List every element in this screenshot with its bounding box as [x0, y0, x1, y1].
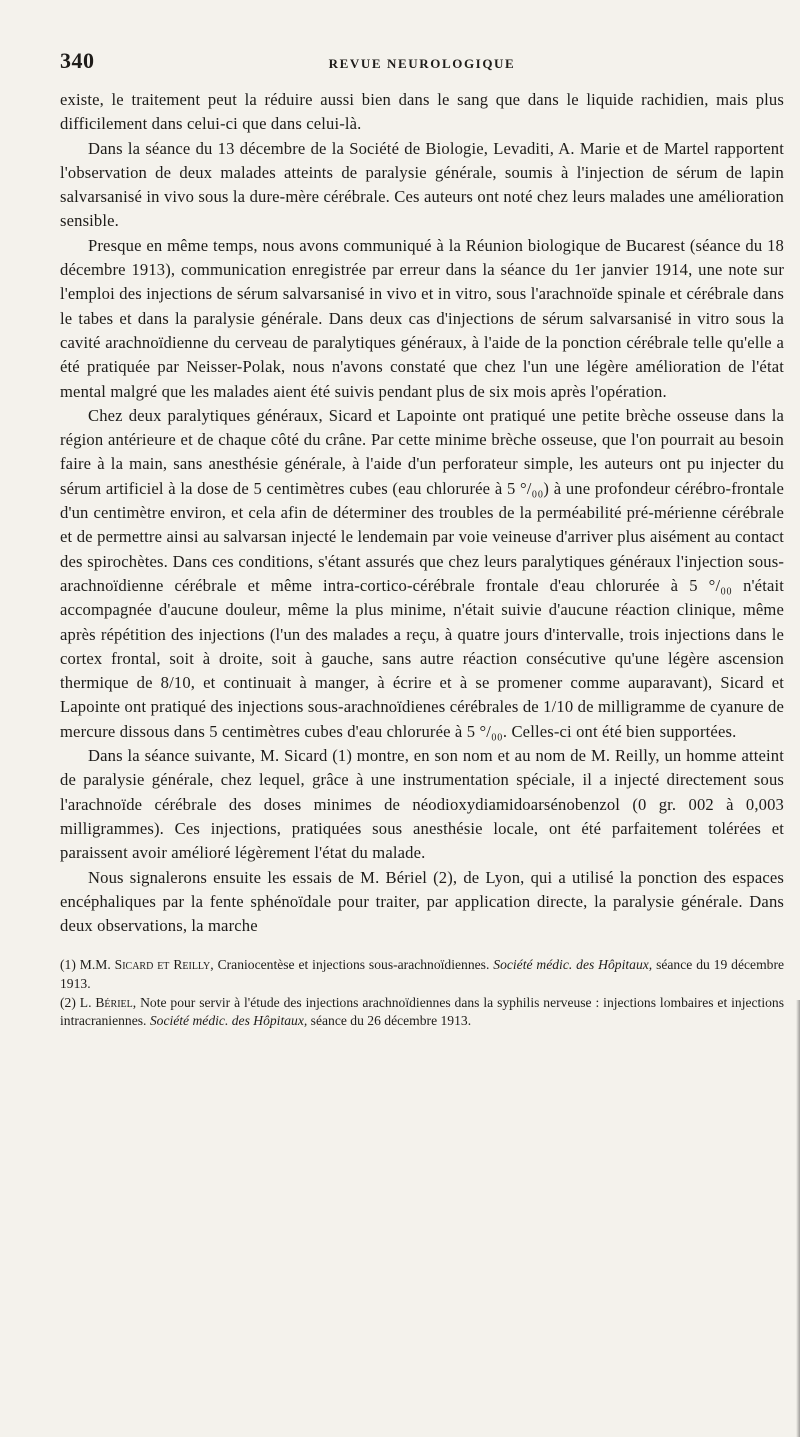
- body-text: [60, 88, 784, 938]
- footnote-authors: L. Bériel,: [79, 994, 137, 1010]
- footnote-1: [60, 956, 784, 993]
- footnote-date: séance du 26 décembre 1913.: [310, 1013, 472, 1029]
- footnote-source: Société médic. des Hôpitaux,: [149, 1013, 308, 1029]
- footnote-number: (2): [60, 994, 76, 1010]
- paragraph-4: Chez deux paralytiques généraux, Sicard et Lapointe ont pratiqué une petite brèche osseuse dans la région antérieure et de chaque côté du crâne. Par cette minime brèche osseuse, que l'on pourrait au besoin faire à la main, sans anesthésie générale, à l'aide d'un perforateur simple, les auteurs ont pu injecter du sérum artificiel à la dose de 5 centimètres cubes (eau chlorurée à 5 °/₀₀) à une profondeur cérébro-frontale d'un centimètre environ, et cela afin de déterminer des troubles de la perméabilité pré-mérienne cérébrale et de permettre ainsi au salvarsan injecté le lendemain par voie veineuse d'arriver plus aisément au contact des spirochètes. Dans ces conditions, s'étant assurés que chez leurs paralytiques généraux l'injection sous-arachnoïdienne cérébrale et même intra-cortico-cérébrale frontale d'eau chlorurée à 5 °/₀₀ n'était accompagnée d'aucune douleur, même la plus minime, n'était suivie d'aucune réaction clinique, même après répétition des injections (l'un des malades a reçu, à quatre jours d'intervalle, trois injections dans le cortex frontal, soit à droite, soit à gauche, sans autre réaction consécutive qu'une légère ascension thermique de 8/10, et continuait à manger, à écrire et à se promener comme auparavant), Sicard et Lapointe ont pratiqué des injections sous-arachnoïdienes cérébrales de 1/10 de milligramme de cyanure de mercure dissous dans 5 centimètres cubes d'eau chlorurée à 5 °/₀₀. Celles-ci ont été bien supportées.: [60, 405, 784, 741]
- paragraph-1: existe, le traitement peut la réduire aussi bien dans le sang que dans le liquide rachidien, mais plus difficilement dans celui-ci que dans celui-là.: [60, 90, 784, 134]
- paragraph-2: Dans la séance du 13 décembre de la Société de Biologie, Levaditi, A. Marie et de Martel rapportent l'observation de deux malades atteints de paralysie générale, soumis à l'injection de sérum de lapin salvarsanisé in vivo sous la dure-mère cérébrale. Ces auteurs ont noté chez leurs malades une amélioration sensible.: [60, 138, 784, 231]
- footnote-source: Société médic. des Hôpitaux,: [493, 957, 653, 973]
- paragraph-3: Presque en même temps, nous avons communiqué à la Réunion biologique de Bucarest (séance du 18 décembre 1913), communication enregistrée par erreur dans la séance du 1er janvier 1914, une note sur l'emploi des injections de sérum salvarsanisé in vivo et in vitro, sous l'arachnoïde spinale et cérébrale dans le tabes et dans la paralysie générale. Dans deux cas d'injections de sérum salvarsanisé in vitro sous la cavité arachnoïdienne du cerveau de paralytiques généraux, à l'aide de la ponction cérébrale telle qu'elle a été pratiquée par Neisser-Polak, nous n'avons constaté que chez l'un une légère amélioration de l'état mental malgré que les malades aient été suivis pendant plus de six mois après l'opération.: [60, 235, 784, 401]
- footnote-authors: M.M. Sicard et Reilly,: [79, 957, 214, 973]
- running-head: REVUE NEUROLOGIQUE: [328, 56, 516, 71]
- page-number: 340: [60, 48, 95, 73]
- footnotes: [60, 956, 784, 1030]
- book-page: [60, 48, 784, 1031]
- footnote-2: [60, 994, 784, 1031]
- page-header: [60, 48, 784, 82]
- paragraph-6: Nous signalerons ensuite les essais de M. Bériel (2), de Lyon, qui a utilisé la ponction des espaces encéphaliques par la fente sphénoïdale pour traiter, par application directe, la paralysie générale. Dans deux observations, la marche: [60, 867, 784, 936]
- footnote-title: Note pour servir à l'étude des injections arachnoïdiennes dans la syphilis nerveuse : injections lombaires et injections intracraniennes.: [60, 994, 784, 1029]
- footnote-date: séance du 19 décembre 1913.: [60, 957, 785, 991]
- footnote-title: Craniocentèse et injections sous-arachnoïdiennes.: [217, 957, 490, 973]
- footnote-number: (1): [60, 957, 76, 973]
- page-edge-shadow: [796, 1000, 800, 1437]
- paragraph-5: Dans la séance suivante, M. Sicard (1) montre, en son nom et au nom de M. Reilly, un homme atteint de paralysie générale, chez lequel, grâce à une instrumentation spéciale, il a injecté directement sous l'arachnoïde cérébrale des doses minimes de néodioxydiamidoarsénobenzol (0 gr. 002 à 0,003 milligrammes). Ces injections, pratiquées sous anesthésie locale, ont été parfaitement tolérées et paraissent avoir amélioré légèrement l'état du malade.: [60, 746, 784, 863]
